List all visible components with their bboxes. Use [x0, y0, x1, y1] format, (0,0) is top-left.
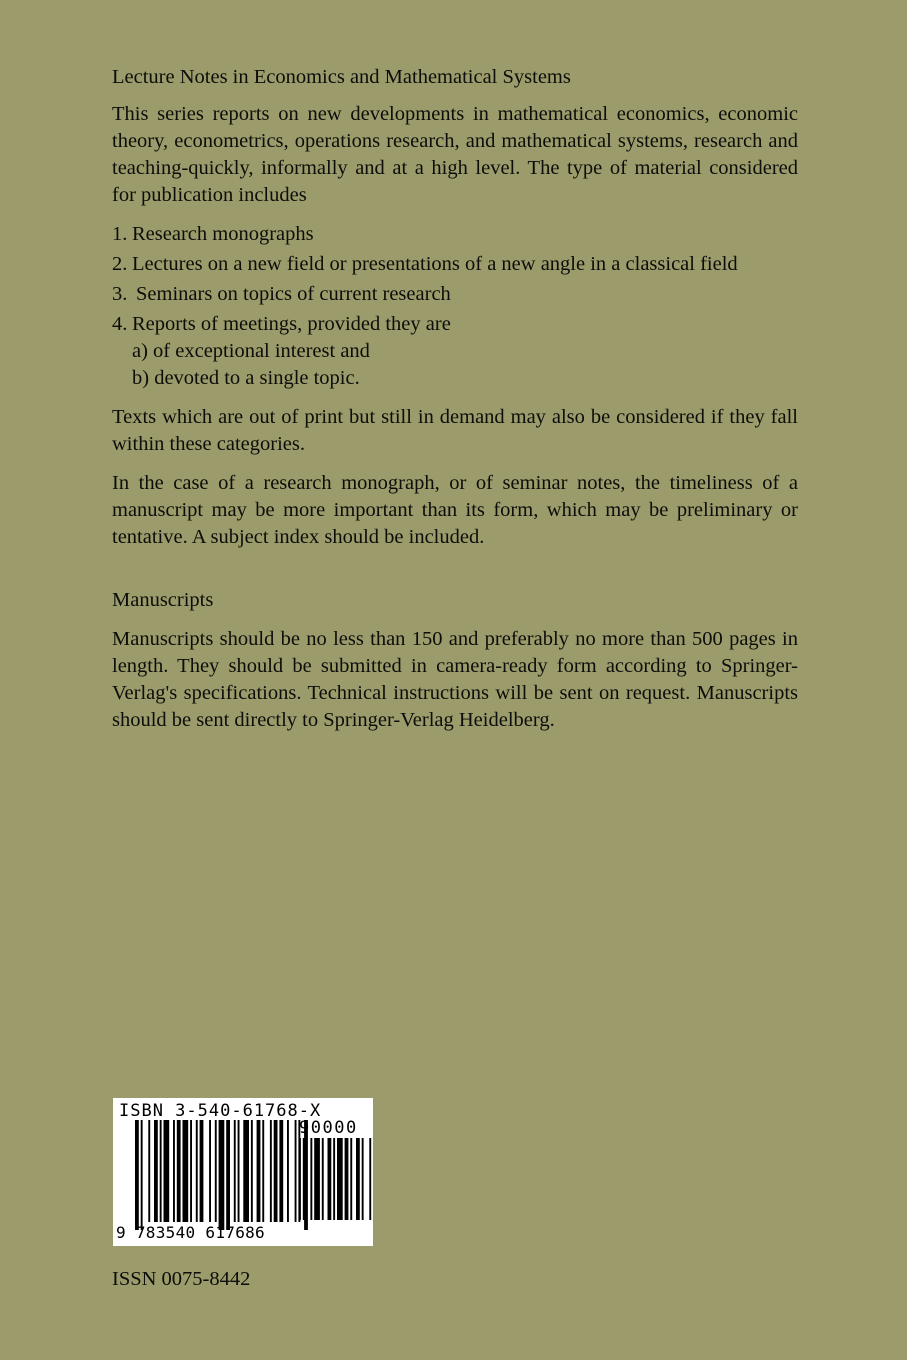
list-item-text: Reports of meetings, provided they are [132, 313, 451, 335]
barcode-bar [209, 1120, 211, 1222]
series-intro: This series reports on new developments in mathematical economics, economic theory, econometrics, operations research, and mathematical systems, research and teaching-quickly, informally and at a high level. The type of material considered for publication includes [112, 103, 798, 206]
list-item-text: Seminars on topics of current research [136, 283, 451, 305]
barcode-bar [219, 1120, 225, 1230]
barcode-bar [160, 1120, 162, 1222]
list-item-number: 3. [112, 283, 128, 305]
barcode-bar [215, 1120, 217, 1222]
list-item [112, 311, 798, 392]
barcode-addon-bar [314, 1138, 320, 1220]
barcode-addon-bar [322, 1138, 324, 1220]
barcode-addon-bar [328, 1138, 332, 1220]
barcode-bar [141, 1120, 143, 1230]
barcode-bar [135, 1120, 139, 1230]
barcode-bar [262, 1120, 264, 1222]
barcode-bar [164, 1120, 170, 1222]
manuscripts-heading: Manuscripts [112, 589, 214, 611]
barcode-bar [243, 1120, 249, 1222]
barcode-bar [154, 1120, 158, 1222]
list-item [112, 281, 798, 308]
barcode-addon-bar [299, 1138, 301, 1220]
barcode-bar [287, 1120, 289, 1222]
timeliness-note: In the case of a research monograph, or of seminar notes, the timeliness of a manuscript may be more important than its form, which may be preliminary or tentative. A subject index should be included. [112, 472, 798, 548]
barcode-bar [238, 1120, 240, 1222]
barcode-addon-bar [345, 1138, 349, 1220]
barcode-addon-bar [333, 1138, 335, 1220]
barcode-bar [190, 1120, 192, 1222]
list-subitem-a: a) of exceptional interest and [132, 340, 370, 362]
barcode-bar [279, 1120, 283, 1222]
list-item [112, 251, 798, 278]
barcode-addon-bar [356, 1138, 360, 1220]
barcode-bar [257, 1120, 261, 1222]
barcode-bar [173, 1120, 175, 1222]
list-item-number: 4. [112, 313, 128, 335]
barcode-bar [234, 1120, 236, 1222]
barcode-addon-bar [362, 1138, 364, 1220]
price-code: 90000 [299, 1118, 358, 1138]
barcode-addon-bar [337, 1138, 343, 1220]
ean-digits: 9 783540 617686 [116, 1223, 265, 1242]
barcode-bar [196, 1120, 198, 1222]
barcode-bar [251, 1120, 253, 1222]
barcode-bar [226, 1120, 230, 1230]
series-title: Lecture Notes in Economics and Mathematical Systems [112, 66, 571, 88]
barcode-addon-bar [303, 1138, 307, 1220]
list-item-text: Research monographs [132, 223, 314, 245]
barcode-bar [270, 1120, 272, 1222]
manuscripts-text: Manuscripts should be no less than 150 and preferably no more than 500 pages in length. They should be submitted in camera-ready form according to Springer-Verlag's specifications. Technical instructions will be sent on request. Manuscripts should be sent directly to Springer-Verlag Heidelberg. [112, 628, 798, 731]
list-item-text: Lectures on a new field or presentations of a new angle in a classical field [132, 253, 738, 275]
barcode-bar [183, 1120, 189, 1222]
barcode-bar [148, 1120, 150, 1222]
list-item-number: 1. [112, 223, 128, 245]
list-item [112, 221, 798, 248]
barcode-bar [200, 1120, 204, 1222]
barcode-bar [177, 1120, 181, 1222]
cover-text [112, 64, 798, 734]
issn-label: ISSN 0075-8442 [112, 1268, 251, 1290]
barcode-addon-bar [310, 1138, 312, 1220]
isbn-barcode [113, 1098, 373, 1246]
list-subitem-b: b) devoted to a single topic. [132, 367, 360, 389]
barcode-addon-bar [369, 1138, 371, 1220]
isbn-label: ISBN 3-540-61768-X [119, 1101, 322, 1121]
barcode-bar [274, 1120, 278, 1222]
list-item-number: 2. [112, 253, 128, 275]
barcode-bar [295, 1120, 297, 1222]
barcode-addon-bar [350, 1138, 352, 1220]
out-of-print-note: Texts which are out of print but still in demand may also be considered if they fall within these categories. [112, 406, 798, 455]
publication-types-list [112, 221, 798, 392]
